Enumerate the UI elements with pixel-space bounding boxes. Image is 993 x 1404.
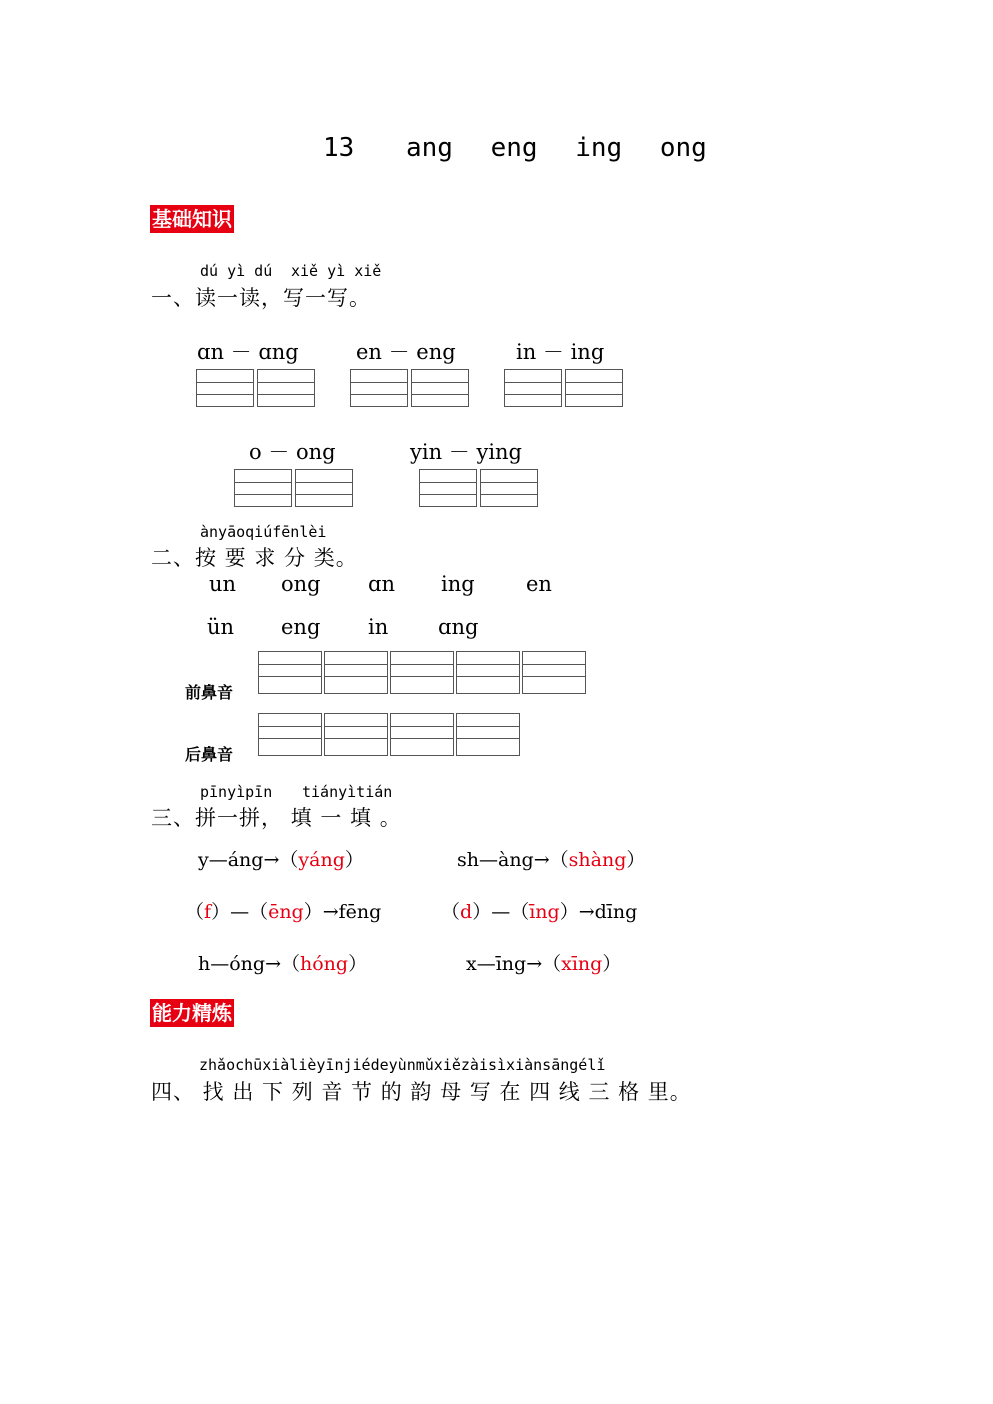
final-item: ing xyxy=(441,572,475,596)
spell-item: （f）—（ēng）→fēng xyxy=(185,901,382,923)
title-word: ang xyxy=(405,133,453,163)
section-tag-skill: 能力精炼 xyxy=(152,1001,232,1025)
writing-grid[interactable] xyxy=(565,369,623,407)
final-item: eng xyxy=(281,615,321,639)
spell-item: h—óng→（hóng） xyxy=(198,953,368,975)
writing-grid[interactable] xyxy=(411,369,469,407)
writing-grid[interactable] xyxy=(324,713,388,756)
pair-o-ong: o － ong xyxy=(249,440,336,464)
q1-pinyin-1: dú yì dú xyxy=(200,262,273,280)
writing-grid[interactable] xyxy=(522,651,586,694)
final-item: in xyxy=(368,615,389,639)
writing-grid[interactable] xyxy=(350,369,408,407)
spell-item: （d）—（īng）→dīng xyxy=(441,901,638,923)
q3-pinyin-1: pīnyìpīn xyxy=(200,783,273,801)
lesson-number: 13 xyxy=(323,133,355,163)
pair-en-eng: en － eng xyxy=(356,340,456,364)
writing-grid[interactable] xyxy=(295,469,353,507)
title-word: eng xyxy=(490,133,538,163)
writing-grid[interactable] xyxy=(419,469,477,507)
answer: ēng xyxy=(268,901,304,923)
q3-pinyin-2: tiányìtián xyxy=(302,783,393,801)
q2-pinyin: ànyāoqiúfēnlèi xyxy=(200,523,327,541)
writing-grid[interactable] xyxy=(258,713,322,756)
answer: yáng xyxy=(298,849,345,871)
pair-in-ing: in － ing xyxy=(516,340,605,364)
final-item: ɑn xyxy=(368,572,395,596)
q4-label: 四、 找 出 下 列 音 节 的 韵 母 写 在 四 线 三 格 里。 xyxy=(151,1080,692,1104)
writing-grid[interactable] xyxy=(258,651,322,694)
pair-yin-ying: yin － ying xyxy=(410,440,523,464)
final-item: ün xyxy=(207,615,235,639)
final-item: en xyxy=(526,572,552,596)
writing-grid[interactable] xyxy=(324,651,388,694)
final-item: ong xyxy=(281,572,321,596)
section-tag-basic: 基础知识 xyxy=(152,207,232,231)
writing-grid[interactable] xyxy=(456,713,520,756)
front-nasal-label: 前鼻音 xyxy=(185,683,234,702)
answer: hóng xyxy=(300,953,349,975)
spell-item: y—áng→（yáng） xyxy=(198,849,364,871)
writing-grid[interactable] xyxy=(196,369,254,407)
title-word: ong xyxy=(659,133,707,163)
writing-grid[interactable] xyxy=(456,651,520,694)
pair-an-ang: ɑn － ɑng xyxy=(197,340,299,364)
answer: xīng xyxy=(561,953,603,975)
q2-label: 二、按 要 求 分 类。 xyxy=(151,546,358,570)
answer: īng xyxy=(529,901,560,923)
answer: shàng xyxy=(568,849,627,871)
page-title xyxy=(323,133,707,163)
title-word: ing xyxy=(575,133,623,163)
spell-item: x—īng→（xīng） xyxy=(466,953,622,975)
spell-item: sh—àng→（shàng） xyxy=(457,849,646,871)
writing-grid[interactable] xyxy=(504,369,562,407)
answer: f xyxy=(204,901,212,923)
final-item: ɑng xyxy=(438,615,479,639)
writing-grid[interactable] xyxy=(257,369,315,407)
q3-label: 三、拼一拼， 填 一 填 。 xyxy=(151,806,402,830)
writing-grid[interactable] xyxy=(234,469,292,507)
answer: d xyxy=(460,901,473,923)
q1-pinyin-2: xiě yì xiě xyxy=(291,262,382,280)
writing-grid[interactable] xyxy=(390,713,454,756)
final-item: un xyxy=(209,572,237,596)
back-nasal-label: 后鼻音 xyxy=(185,745,234,764)
writing-grid[interactable] xyxy=(480,469,538,507)
q4-pinyin: zhǎochūxiàlièyīnjiédeyùnmǔxiězàisìxiànsāngélǐ xyxy=(199,1056,606,1074)
q1-label: 一、读一读，写一写。 xyxy=(151,286,371,310)
writing-grid[interactable] xyxy=(390,651,454,694)
